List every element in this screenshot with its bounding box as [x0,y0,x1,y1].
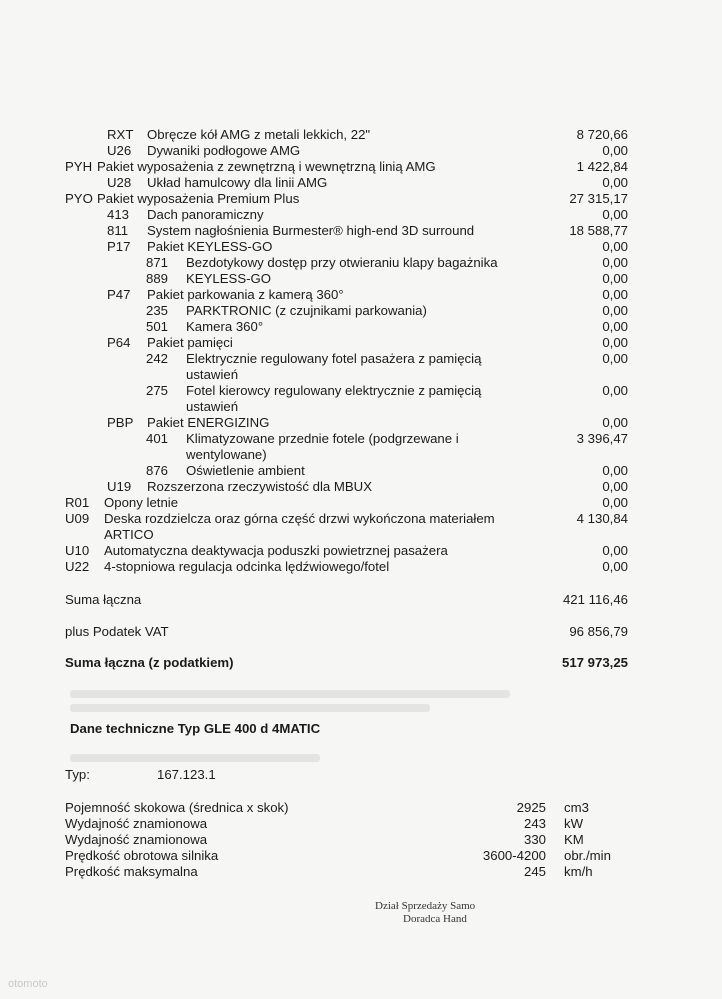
item-description: Pakiet pamięci [147,335,233,350]
item-description-continued: ustawień [186,399,239,414]
item-code: 413 [107,207,130,222]
item-amount: 0,00 [602,319,628,334]
spec-unit: kW [564,816,584,831]
stamp-line-1: Dział Sprzedaży Samo [375,900,476,912]
item-amount: 0,00 [602,463,628,478]
item-description: Kamera 360° [186,319,264,334]
item-amount: 0,00 [602,543,628,558]
item-code: PBP [107,415,134,430]
item-code: PYH [65,159,93,174]
item-code: 235 [146,303,169,318]
item-code: U28 [107,175,132,190]
item-description: Pakiet wyposażenia z zewnętrzną i wewnętrzną linią AMG [97,159,436,174]
item-description: Obręcze kół AMG z metali lekkich, 22" [147,127,371,142]
item-code: R01 [65,495,90,510]
item-code: RXT [107,127,134,142]
item-amount: 0,00 [602,255,628,270]
item-code: 876 [146,463,169,478]
item-code: 811 [107,223,129,238]
item-amount: 0,00 [602,415,628,430]
item-code: P47 [107,287,131,302]
item-description-continued: ARTICO [104,527,154,542]
item-code: 401 [146,431,169,446]
tech-heading: Dane techniczne Typ GLE 400 d 4MATIC [70,721,321,736]
item-amount: 0,00 [602,335,628,350]
item-description: Pakiet ENERGIZING [147,415,270,430]
item-code: U26 [107,143,132,158]
item-code: U09 [65,511,90,526]
item-description: Pakiet KEYLESS-GO [147,239,273,254]
item-description: Fotel kierowcy regulowany elektrycznie z pamięcią [186,383,482,398]
spec-value: 330 [523,832,546,847]
item-description: Oświetlenie ambient [186,463,305,478]
type-label: Typ: [65,767,90,782]
item-amount: 0,00 [602,287,628,302]
bleed-through-mark [70,690,510,698]
spec-label: Wydajność znamionowa [65,832,208,847]
item-amount: 0,00 [602,479,628,494]
item-description: PARKTRONIC (z czujnikami parkowania) [186,303,427,318]
sum-value: 421 116,46 [562,592,628,607]
item-amount: 1 422,84 [576,159,628,174]
item-amount: 18 588,77 [569,223,628,238]
item-description: Klimatyzowane przednie fotele (podgrzewane i [186,431,459,446]
item-code: PYO [65,191,93,206]
item-amount: 0,00 [602,383,628,398]
type-value: 167.123.1 [157,767,216,782]
item-description-continued: ustawień [186,367,239,382]
item-description: Bezdotykowy dostęp przy otwieraniu klapy bagażnika [186,255,498,270]
sum-label: Suma łączna [65,592,142,607]
item-code: 889 [146,271,169,286]
spec-unit: cm3 [564,800,589,815]
item-description: 4-stopniowa regulacja odcinka lędźwiowego/fotel [104,559,390,574]
item-description: Dywaniki podłogowe AMG [147,143,301,158]
item-amount: 0,00 [602,271,628,286]
item-code: 871 [146,255,169,270]
spec-value: 2925 [516,800,546,815]
spec-unit: KM [564,832,584,847]
item-code: 501 [146,319,169,334]
item-amount: 0,00 [602,175,628,190]
spec-label: Prędkość obrotowa silnika [65,848,219,863]
spec-label: Wydajność znamionowa [65,816,208,831]
vat-value: 96 856,79 [569,624,628,639]
item-code: U22 [65,559,90,574]
item-description: Pakiet wyposażenia Premium Plus [97,191,300,206]
item-amount: 0,00 [602,143,628,158]
spec-value: 243 [523,816,546,831]
item-description: Deska rozdzielcza oraz górna część drzwi wykończona materiałem [104,511,495,526]
item-description: Rozszerzona rzeczywistość dla MBUX [147,479,372,494]
item-description: Opony letnie [104,495,179,510]
item-amount: 4 130,84 [576,511,628,526]
item-amount: 0,00 [602,495,628,510]
bleed-through-mark [70,754,320,762]
item-description: Układ hamulcowy dla linii AMG [147,175,328,190]
item-description: Pakiet parkowania z kamerą 360° [147,287,344,302]
item-code: 242 [146,351,169,366]
item-description-continued: wentylowane) [186,447,267,462]
item-description: Automatyczna deaktywacja poduszki powietrznej pasażera [104,543,448,558]
gross-total-label: Suma łączna (z podatkiem) [65,655,234,670]
item-amount: 27 315,17 [569,191,628,206]
item-code: 275 [146,383,169,398]
stamp-line-2: Doradca Hand [403,913,467,925]
bleed-through-mark [70,704,430,712]
spec-unit: obr./min [564,848,611,863]
item-amount: 0,00 [602,351,628,366]
item-amount: 3 396,47 [576,431,628,446]
item-description: Elektrycznie regulowany fotel pasażera z pamięcią [186,351,482,366]
spec-label: Pojemność skokowa (średnica x skok) [65,800,289,815]
item-amount: 0,00 [602,207,628,222]
spec-value: 245 [523,864,546,879]
watermark: otomoto [8,978,48,990]
item-code: U19 [107,479,132,494]
item-description: Dach panoramiczny [147,207,264,222]
spec-unit: km/h [564,864,593,879]
item-code: U10 [65,543,90,558]
item-code: P64 [107,335,131,350]
vat-label: plus Podatek VAT [65,624,169,639]
spec-value: 3600-4200 [482,848,546,863]
spec-label: Prędkość maksymalna [65,864,198,879]
item-description: System nagłośnienia Burmester® high-end 3D surround [147,223,475,238]
item-amount: 0,00 [602,239,628,254]
gross-total-value: 517 973,25 [561,655,628,670]
item-amount: 0,00 [602,303,628,318]
item-code: P17 [107,239,131,254]
item-description: KEYLESS-GO [186,271,272,286]
item-amount: 0,00 [602,559,628,574]
item-amount: 8 720,66 [576,127,628,142]
